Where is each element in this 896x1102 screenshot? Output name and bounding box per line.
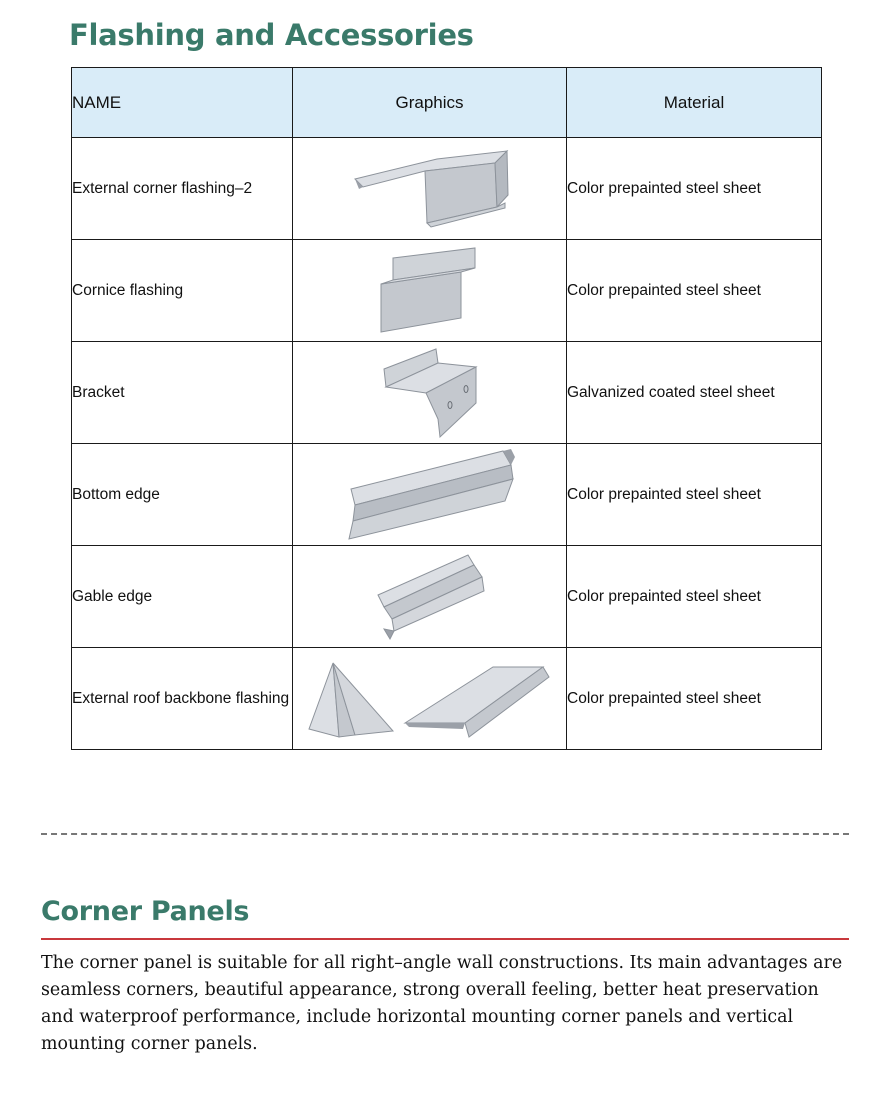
product-material: Galvanized coated steel sheet	[567, 342, 822, 444]
product-graphic-cell	[293, 444, 567, 546]
product-graphic-cell	[293, 546, 567, 648]
product-name: Cornice flashing	[72, 240, 293, 342]
column-header-name: NAME	[72, 68, 293, 138]
corner-panels-description: The corner panel is suitable for all right–angle wall constructions. Its main advantages are seamless corners, beautiful appearance, strong overall feeling, better heat preservation and waterproof performance, include horizontal mounting corner panels and vertical mounting corner panels.	[41, 953, 843, 1054]
dashed-divider	[41, 833, 849, 835]
external-corner-flashing-graphic	[345, 147, 515, 231]
table-row	[72, 648, 822, 750]
product-material: Color prepainted steel sheet	[567, 648, 822, 750]
section-title-flashing: Flashing and Accessories	[69, 18, 474, 52]
table-row	[72, 240, 822, 342]
product-graphic-cell	[293, 240, 567, 342]
cornice-flashing-graphic	[375, 246, 485, 336]
product-material: Color prepainted steel sheet	[567, 546, 822, 648]
bottom-edge-graphic	[345, 447, 515, 543]
table-row	[72, 546, 822, 648]
product-graphic-cell	[293, 138, 567, 240]
table-row	[72, 444, 822, 546]
section-title-corner-panels: Corner Panels	[41, 896, 250, 927]
product-name: Bottom edge	[72, 444, 293, 546]
roof-backbone-flashing-graphic	[305, 657, 555, 741]
product-material: Color prepainted steel sheet	[567, 444, 822, 546]
column-header-graphics: Graphics	[293, 68, 567, 138]
product-name: External corner flashing–2	[72, 138, 293, 240]
product-material: Color prepainted steel sheet	[567, 138, 822, 240]
table-header-row	[72, 68, 822, 138]
product-graphic-cell	[293, 342, 567, 444]
product-name: Bracket	[72, 342, 293, 444]
table-row	[72, 342, 822, 444]
gable-edge-graphic	[370, 551, 490, 643]
product-material: Color prepainted steel sheet	[567, 240, 822, 342]
bracket-graphic	[380, 347, 480, 439]
product-name: Gable edge	[72, 546, 293, 648]
column-header-material: Material	[567, 68, 822, 138]
product-graphic-cell	[293, 648, 567, 750]
product-name: External roof backbone flashing	[72, 648, 293, 750]
table-row	[72, 138, 822, 240]
title-underline	[41, 938, 849, 940]
accessories-table	[71, 67, 822, 750]
